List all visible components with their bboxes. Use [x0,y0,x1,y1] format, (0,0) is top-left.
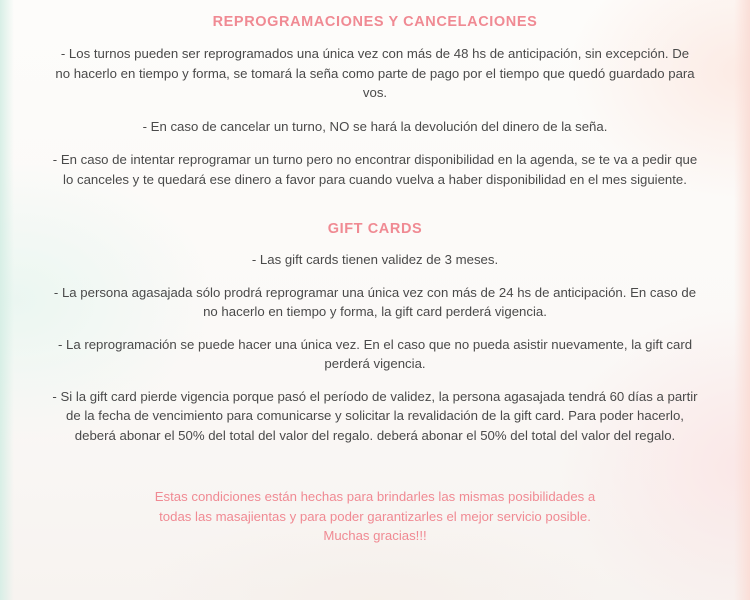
paragraph-gift-revalidacion: - Si la gift card pierde vigencia porque pasó el período de validez, la persona agasajada tendrá 60 días a partir de la fecha de vencimiento para comunicarse y solicitar la revalidación de la gift card. Para poder hacerlo, deberá abonar el 50% del total del valor del regalo. deberá abonar el 50% del total del valor del regalo. [52,388,698,443]
paragraph-gift-validez: - Las gift cards tienen validez de 3 meses. [251,252,499,267]
paragraph-sin-disponibilidad: - En caso de intentar reprogramar un turno pero no encontrar disponibilidad en la agenda, se te va a pedir que lo canceles y te quedará ese dinero a favor para cuando vuelva a haber disponibilidad en el mes siguiente. [52,152,698,187]
closing-line-3: Muchas gracias!!! [323,528,427,543]
paragraph-cancelacion-sin-devolucion: - En caso de cancelar un turno, NO se hará la devolución del dinero de la seña. [142,118,608,134]
closing-line-2: todas las masajientas y para poder garantizarles el mejor servicio posible. [159,508,591,524]
paragraph-gift-unica-vez: - La reprogramación se puede hacer una única vez. En el caso que no pueda asistir nuevamente, la gift card perderá vigencia. [57,336,693,371]
closing-note [52,487,698,546]
section-title-reprogramaciones: REPROGRAMACIONES Y CANCELACIONES [212,14,538,30]
closing-line-1: Estas condiciones están hechas para brindarles las mismas posibilidades a [154,489,596,504]
paragraph-gift-reprogramacion: - La persona agasajada sólo prodrá reprogramar una única vez con más de 24 hs de anticipación. En caso de no hacerlo en tiempo y forma, la gift card perderá vigencia. [53,284,697,319]
section-title-gift-cards: GIFT CARDS [327,221,423,237]
paragraph-reprogramacion-plazo: - Los turnos pueden ser reprogramados una única vez con más de 48 hs de anticipación, sin excepción. De no hacerlo en tiempo y forma, se tomará la seña como parte de pago por el tiempo que quedó guardado para vos. [55,46,695,100]
